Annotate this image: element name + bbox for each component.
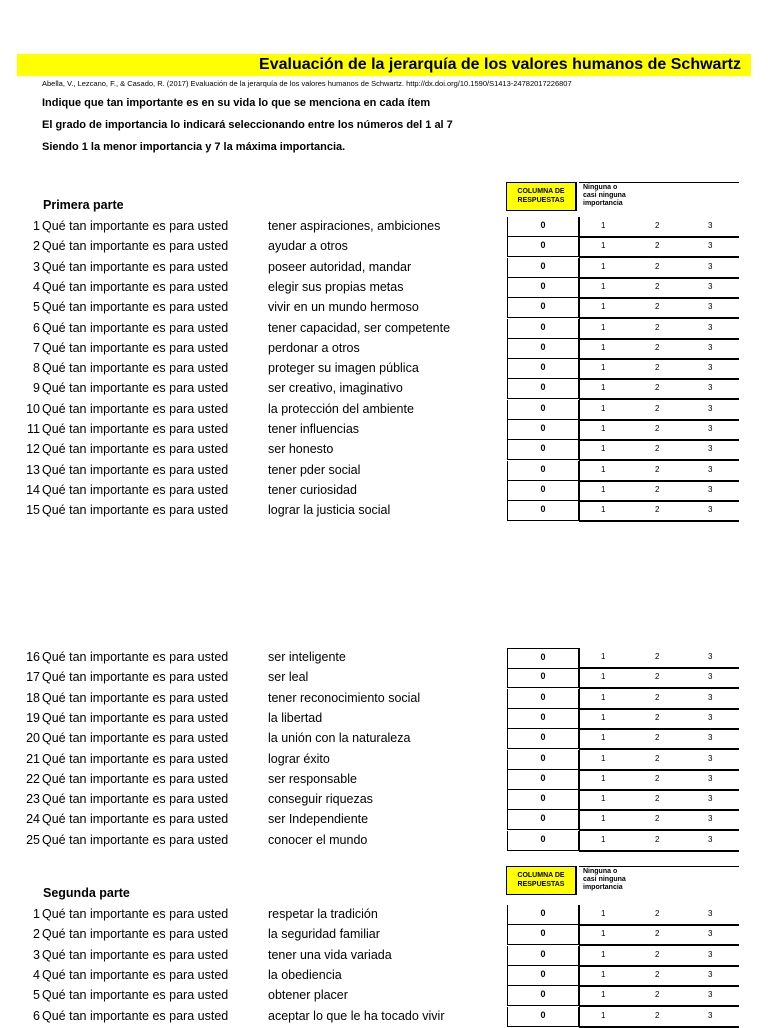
question-prefix: Qué tan importante es para usted bbox=[42, 300, 229, 315]
scale-option-2[interactable]: 2 bbox=[655, 909, 660, 918]
scale-options bbox=[579, 359, 739, 380]
question-number: 20 bbox=[26, 731, 40, 746]
question-number: 18 bbox=[26, 690, 40, 705]
scale-option-2[interactable]: 2 bbox=[655, 692, 660, 702]
scale-options bbox=[579, 481, 739, 502]
question-prefix: Qué tan importante es para usted bbox=[42, 812, 229, 827]
scale-option-2[interactable]: 2 bbox=[655, 652, 660, 661]
question-prefix: Qué tan importante es para usted bbox=[42, 907, 229, 921]
scale-header-line: importancia bbox=[583, 200, 623, 207]
question-item: respetar la tradición bbox=[268, 907, 378, 921]
scale-option-2[interactable]: 2 bbox=[655, 949, 660, 959]
question-prefix: Qué tan importante es para usted bbox=[42, 947, 229, 962]
question-prefix: Qué tan importante es para usted bbox=[42, 710, 229, 725]
response-cell[interactable]: 0 bbox=[507, 668, 580, 688]
question-item: tener capacidad, ser competente bbox=[268, 320, 451, 335]
question-prefix: Qué tan importante es para usted bbox=[42, 967, 229, 982]
scale-option-2[interactable]: 2 bbox=[655, 383, 660, 393]
scale-option-1[interactable]: 1 bbox=[601, 834, 606, 844]
scale-options bbox=[579, 810, 739, 831]
question-prefix: Qué tan importante es para usted bbox=[42, 422, 229, 436]
question-item: tener influencias bbox=[268, 422, 360, 436]
scale-header-label bbox=[583, 868, 626, 892]
scale-header-line: Ninguna o bbox=[583, 184, 618, 191]
question-item: tener una vida variada bbox=[268, 947, 392, 962]
response-cell[interactable]: 0 bbox=[507, 400, 580, 420]
question-item: ser Independiente bbox=[268, 812, 369, 827]
question-item: ayudar a otros bbox=[268, 239, 348, 254]
scale-options bbox=[579, 831, 739, 852]
scale-option-1[interactable]: 1 bbox=[601, 969, 606, 979]
question-item: proteger su imagen pública bbox=[268, 361, 419, 376]
question-prefix: Qué tan importante es para usted bbox=[42, 1008, 229, 1023]
scale-option-3[interactable]: 3 bbox=[708, 1010, 713, 1020]
scale-option-3[interactable]: 3 bbox=[708, 692, 713, 702]
scale-header-line: casi ninguna bbox=[583, 876, 626, 883]
question-prefix: Qué tan importante es para usted bbox=[42, 462, 229, 477]
question-item: la libertad bbox=[268, 710, 323, 725]
question-prefix: Qué tan importante es para usted bbox=[42, 771, 229, 786]
scale-option-3[interactable]: 3 bbox=[708, 505, 713, 515]
question-number: 2 bbox=[33, 239, 40, 254]
scale-option-3[interactable]: 3 bbox=[708, 464, 713, 474]
scale-option-3[interactable]: 3 bbox=[708, 302, 713, 312]
question-item: perdonar a otros bbox=[268, 340, 360, 355]
scale-option-1[interactable]: 1 bbox=[601, 733, 606, 743]
scale-option-1[interactable]: 1 bbox=[601, 692, 606, 702]
question-item: ser inteligente bbox=[268, 650, 346, 664]
response-cell[interactable]: 0 bbox=[507, 440, 580, 460]
scale-option-2[interactable]: 2 bbox=[655, 241, 660, 251]
question-item: tener curiosidad bbox=[268, 482, 357, 497]
scale-option-3[interactable]: 3 bbox=[708, 403, 713, 413]
scale-options bbox=[579, 668, 739, 689]
scale-option-3[interactable]: 3 bbox=[708, 773, 713, 783]
scale-options bbox=[579, 1007, 739, 1028]
scale-option-2[interactable]: 2 bbox=[655, 424, 660, 433]
scale-option-1[interactable]: 1 bbox=[601, 929, 606, 939]
question-item: tener reconocimiento social bbox=[268, 690, 421, 705]
question-prefix: Qué tan importante es para usted bbox=[42, 442, 229, 457]
scale-option-3[interactable]: 3 bbox=[708, 990, 713, 1000]
question-number: 8 bbox=[33, 361, 40, 376]
scale-options bbox=[579, 905, 739, 926]
scale-option-3[interactable]: 3 bbox=[708, 909, 713, 918]
question-number: 24 bbox=[26, 812, 40, 827]
scale-option-2[interactable]: 2 bbox=[655, 302, 660, 312]
scale-options bbox=[579, 400, 739, 421]
question-prefix: Qué tan importante es para usted bbox=[42, 259, 229, 274]
scale-option-3[interactable]: 3 bbox=[708, 949, 713, 959]
response-cell[interactable]: 0 bbox=[507, 689, 580, 709]
question-prefix: Qué tan importante es para usted bbox=[42, 320, 229, 335]
scale-option-2[interactable]: 2 bbox=[655, 403, 660, 413]
response-cell[interactable]: 0 bbox=[507, 790, 580, 810]
part1-heading: Primera parte bbox=[43, 198, 124, 212]
question-prefix: Qué tan importante es para usted bbox=[42, 690, 229, 705]
response-cell[interactable]: 0 bbox=[507, 1007, 580, 1027]
instruction-3: Siendo 1 la menor importancia y 7 la máxima importancia. bbox=[42, 141, 346, 153]
response-cell[interactable]: 0 bbox=[507, 278, 580, 298]
page-title: Evaluación de la jerarquía de los valores humanos de Schwartz bbox=[259, 56, 741, 73]
response-cell[interactable]: 0 bbox=[507, 461, 580, 481]
question-number: 3 bbox=[33, 259, 40, 274]
question-item: tener aspiraciones, ambiciones bbox=[268, 219, 441, 233]
scale-option-2[interactable]: 2 bbox=[655, 990, 660, 1000]
question-item: ser leal bbox=[268, 670, 309, 685]
scale-option-2[interactable]: 2 bbox=[655, 342, 660, 352]
question-item: vivir en un mundo hermoso bbox=[268, 300, 419, 315]
question-prefix: Qué tan importante es para usted bbox=[42, 340, 229, 355]
question-item: ser creativo, imaginativo bbox=[268, 381, 403, 396]
scale-option-1[interactable]: 1 bbox=[601, 221, 606, 230]
question-number: 19 bbox=[26, 710, 40, 725]
scale-option-2[interactable]: 2 bbox=[655, 363, 660, 373]
question-number: 6 bbox=[33, 1008, 40, 1023]
response-cell[interactable]: 0 bbox=[507, 501, 580, 521]
question-item: conseguir riquezas bbox=[268, 792, 373, 807]
question-prefix: Qué tan importante es para usted bbox=[42, 792, 229, 807]
scale-options bbox=[579, 709, 739, 730]
response-cell[interactable]: 0 bbox=[507, 648, 580, 669]
scale-options bbox=[579, 339, 739, 360]
instruction-2: El grado de importancia lo indicará seleccionando entre los números del 1 al 7 bbox=[42, 119, 453, 131]
scale-option-1[interactable]: 1 bbox=[601, 424, 606, 433]
response-cell[interactable]: 0 bbox=[507, 729, 580, 749]
response-cell[interactable]: 0 bbox=[507, 258, 580, 278]
scale-option-1[interactable]: 1 bbox=[601, 1010, 606, 1020]
scale-options bbox=[579, 648, 739, 669]
question-number: 9 bbox=[33, 381, 40, 396]
question-prefix: Qué tan importante es para usted bbox=[42, 219, 229, 233]
question-item: poseer autoridad, mandar bbox=[268, 259, 412, 274]
scale-option-1[interactable]: 1 bbox=[601, 652, 606, 661]
scale-option-1[interactable]: 1 bbox=[601, 342, 606, 352]
question-item: elegir sus propias metas bbox=[268, 279, 404, 294]
question-number: 15 bbox=[26, 503, 40, 518]
scale-option-3[interactable]: 3 bbox=[708, 424, 713, 433]
scale-option-3[interactable]: 3 bbox=[708, 383, 713, 393]
scale-option-3[interactable]: 3 bbox=[708, 733, 713, 743]
question-item: la obediencia bbox=[268, 967, 342, 982]
scale-option-2[interactable]: 2 bbox=[655, 712, 660, 722]
scale-option-1[interactable]: 1 bbox=[601, 814, 606, 824]
scale-options bbox=[579, 319, 739, 340]
scale-options bbox=[579, 966, 739, 987]
scale-option-3[interactable]: 3 bbox=[708, 794, 713, 804]
response-cell[interactable]: 0 bbox=[507, 810, 580, 830]
question-number: 25 bbox=[26, 832, 40, 847]
scale-options bbox=[579, 461, 739, 482]
question-prefix: Qué tan importante es para usted bbox=[42, 361, 229, 376]
question-prefix: Qué tan importante es para usted bbox=[42, 401, 229, 416]
scale-option-3[interactable]: 3 bbox=[708, 322, 713, 332]
scale-options bbox=[579, 501, 739, 522]
scale-option-3[interactable]: 3 bbox=[708, 241, 713, 251]
response-cell[interactable]: 0 bbox=[507, 217, 580, 237]
scale-option-1[interactable]: 1 bbox=[601, 383, 606, 393]
question-number: 5 bbox=[33, 300, 40, 315]
scale-option-3[interactable]: 3 bbox=[708, 221, 713, 230]
scale-option-2[interactable]: 2 bbox=[655, 1010, 660, 1020]
question-prefix: Qué tan importante es para usted bbox=[42, 670, 229, 685]
question-number: 1 bbox=[33, 907, 40, 921]
response-column-header: COLUMNA DE RESPUESTAS bbox=[506, 182, 577, 211]
scale-option-3[interactable]: 3 bbox=[708, 753, 713, 763]
scale-option-2[interactable]: 2 bbox=[655, 929, 660, 939]
scale-option-3[interactable]: 3 bbox=[708, 652, 713, 661]
response-cell[interactable]: 0 bbox=[507, 966, 580, 986]
scale-options bbox=[579, 946, 739, 967]
scale-option-2[interactable]: 2 bbox=[655, 814, 660, 824]
response-cell[interactable]: 0 bbox=[507, 905, 580, 925]
question-number: 6 bbox=[33, 320, 40, 335]
question-item: la protección del ambiente bbox=[268, 401, 414, 416]
scale-options bbox=[579, 440, 739, 461]
scale-option-3[interactable]: 3 bbox=[708, 814, 713, 824]
question-item: aceptar lo que le ha tocado vivir bbox=[268, 1008, 445, 1023]
scale-option-3[interactable]: 3 bbox=[708, 484, 713, 494]
response-cell[interactable]: 0 bbox=[507, 831, 580, 851]
scale-option-2[interactable]: 2 bbox=[655, 484, 660, 494]
scale-options bbox=[579, 729, 739, 750]
response-cell[interactable]: 0 bbox=[507, 770, 580, 790]
question-prefix: Qué tan importante es para usted bbox=[42, 650, 229, 664]
response-cell[interactable]: 0 bbox=[507, 420, 580, 440]
header-rule bbox=[579, 182, 739, 183]
question-number: 1 bbox=[33, 219, 40, 233]
question-number: 16 bbox=[26, 650, 40, 664]
scale-options bbox=[579, 237, 739, 258]
scale-header-line: casi ninguna bbox=[583, 192, 626, 199]
response-cell[interactable]: 0 bbox=[507, 986, 580, 1006]
scale-option-2[interactable]: 2 bbox=[655, 261, 660, 271]
scale-option-2[interactable]: 2 bbox=[655, 464, 660, 474]
question-prefix: Qué tan importante es para usted bbox=[42, 988, 229, 1003]
scale-header-label bbox=[583, 184, 626, 208]
scale-option-2[interactable]: 2 bbox=[655, 794, 660, 804]
scale-option-2[interactable]: 2 bbox=[655, 281, 660, 291]
response-cell[interactable]: 0 bbox=[507, 379, 580, 399]
scale-option-3[interactable]: 3 bbox=[708, 929, 713, 939]
scale-option-2[interactable]: 2 bbox=[655, 444, 660, 454]
question-item: ser responsable bbox=[268, 771, 357, 786]
question-number: 23 bbox=[26, 792, 40, 807]
question-prefix: Qué tan importante es para usted bbox=[42, 751, 229, 766]
question-prefix: Qué tan importante es para usted bbox=[42, 381, 229, 396]
scale-option-3[interactable]: 3 bbox=[708, 342, 713, 352]
response-cell[interactable]: 0 bbox=[507, 339, 580, 359]
response-cell[interactable]: 0 bbox=[507, 237, 580, 257]
question-prefix: Qué tan importante es para usted bbox=[42, 279, 229, 294]
response-cell[interactable]: 0 bbox=[507, 709, 580, 729]
scale-option-1[interactable]: 1 bbox=[601, 484, 606, 494]
scale-option-1[interactable]: 1 bbox=[601, 949, 606, 959]
header-rule bbox=[579, 866, 739, 867]
scale-option-2[interactable]: 2 bbox=[655, 505, 660, 515]
scale-option-3[interactable]: 3 bbox=[708, 261, 713, 271]
scale-header-line: importancia bbox=[583, 884, 623, 891]
question-prefix: Qué tan importante es para usted bbox=[42, 832, 229, 847]
scale-option-2[interactable]: 2 bbox=[655, 773, 660, 783]
question-item: conocer el mundo bbox=[268, 832, 368, 847]
question-number: 21 bbox=[26, 751, 40, 766]
question-item: ser honesto bbox=[268, 442, 334, 457]
question-number: 17 bbox=[26, 670, 40, 685]
question-item: obtener placer bbox=[268, 988, 348, 1003]
title-bar bbox=[17, 54, 751, 76]
question-number: 22 bbox=[26, 771, 40, 786]
question-number: 4 bbox=[33, 967, 40, 982]
scale-option-2[interactable]: 2 bbox=[655, 969, 660, 979]
question-number: 2 bbox=[33, 927, 40, 942]
question-item: la seguridad familiar bbox=[268, 927, 380, 942]
scale-option-1[interactable]: 1 bbox=[601, 794, 606, 804]
scale-option-1[interactable]: 1 bbox=[601, 281, 606, 291]
scale-option-2[interactable]: 2 bbox=[655, 322, 660, 332]
response-cell[interactable]: 0 bbox=[507, 298, 580, 318]
scale-options bbox=[579, 925, 739, 946]
response-cell[interactable]: 0 bbox=[507, 359, 580, 379]
part2-heading: Segunda parte bbox=[43, 886, 130, 900]
question-prefix: Qué tan importante es para usted bbox=[42, 239, 229, 254]
scale-options bbox=[579, 379, 739, 400]
scale-option-3[interactable]: 3 bbox=[708, 712, 713, 722]
scale-options bbox=[579, 217, 739, 238]
citation: Abella, V., Lezcano, F., & Casado, R. (2017) Evaluación de la jerarquía de los valores humanos de Schwartz. http://dx.doi.org/10.1590/S1413-24782017226807 bbox=[42, 79, 572, 88]
question-number: 10 bbox=[26, 401, 40, 416]
scale-option-1[interactable]: 1 bbox=[601, 302, 606, 312]
scale-option-1[interactable]: 1 bbox=[601, 909, 606, 918]
scale-options bbox=[579, 420, 739, 441]
question-item: lograr la justicia social bbox=[268, 503, 391, 518]
scale-option-1[interactable]: 1 bbox=[601, 322, 606, 332]
question-prefix: Qué tan importante es para usted bbox=[42, 731, 229, 746]
question-number: 4 bbox=[33, 279, 40, 294]
response-cell[interactable]: 0 bbox=[507, 750, 580, 770]
scale-option-1[interactable]: 1 bbox=[601, 505, 606, 515]
question-number: 3 bbox=[33, 947, 40, 962]
scale-option-2[interactable]: 2 bbox=[655, 672, 660, 682]
response-cell[interactable]: 0 bbox=[507, 946, 580, 966]
question-number: 12 bbox=[26, 442, 40, 457]
scale-option-3[interactable]: 3 bbox=[708, 672, 713, 682]
scale-option-2[interactable]: 2 bbox=[655, 733, 660, 743]
question-number: 7 bbox=[33, 340, 40, 355]
scale-option-3[interactable]: 3 bbox=[708, 363, 713, 373]
scale-option-1[interactable]: 1 bbox=[601, 444, 606, 454]
question-item: la unión con la naturaleza bbox=[268, 731, 411, 746]
question-prefix: Qué tan importante es para usted bbox=[42, 927, 229, 942]
question-number: 5 bbox=[33, 988, 40, 1003]
scale-options bbox=[579, 986, 739, 1007]
instruction-1: Indique que tan importante es en su vida lo que se menciona en cada ítem bbox=[42, 97, 431, 109]
scale-options bbox=[579, 790, 739, 811]
scale-option-3[interactable]: 3 bbox=[708, 281, 713, 291]
scale-options bbox=[579, 258, 739, 279]
scale-option-1[interactable]: 1 bbox=[601, 990, 606, 1000]
scale-options bbox=[579, 278, 739, 299]
scale-option-1[interactable]: 1 bbox=[601, 753, 606, 763]
scale-option-1[interactable]: 1 bbox=[601, 261, 606, 271]
scale-option-1[interactable]: 1 bbox=[601, 773, 606, 783]
scale-option-2[interactable]: 2 bbox=[655, 221, 660, 230]
scale-option-1[interactable]: 1 bbox=[601, 241, 606, 251]
question-number: 14 bbox=[26, 482, 40, 497]
scale-options bbox=[579, 298, 739, 319]
scale-option-1[interactable]: 1 bbox=[601, 403, 606, 413]
scale-options bbox=[579, 750, 739, 771]
question-item: tener pder social bbox=[268, 462, 361, 477]
question-number: 11 bbox=[27, 422, 40, 436]
response-cell[interactable]: 0 bbox=[507, 481, 580, 501]
scale-option-1[interactable]: 1 bbox=[601, 672, 606, 682]
scale-option-1[interactable]: 1 bbox=[601, 363, 606, 373]
scale-option-3[interactable]: 3 bbox=[708, 834, 713, 844]
response-cell[interactable]: 0 bbox=[507, 925, 580, 945]
scale-option-3[interactable]: 3 bbox=[708, 444, 713, 454]
question-number: 13 bbox=[26, 462, 40, 477]
scale-option-3[interactable]: 3 bbox=[708, 969, 713, 979]
scale-option-2[interactable]: 2 bbox=[655, 834, 660, 844]
question-item: lograr éxito bbox=[268, 751, 330, 766]
response-cell[interactable]: 0 bbox=[507, 319, 580, 339]
scale-options bbox=[579, 770, 739, 791]
question-prefix: Qué tan importante es para usted bbox=[42, 482, 229, 497]
response-column-header: COLUMNA DE RESPUESTAS bbox=[506, 866, 577, 895]
question-prefix: Qué tan importante es para usted bbox=[42, 503, 229, 518]
scale-option-2[interactable]: 2 bbox=[655, 753, 660, 763]
scale-option-1[interactable]: 1 bbox=[601, 464, 606, 474]
scale-header-line: Ninguna o bbox=[583, 868, 618, 875]
scale-option-1[interactable]: 1 bbox=[601, 712, 606, 722]
scale-options bbox=[579, 689, 739, 710]
